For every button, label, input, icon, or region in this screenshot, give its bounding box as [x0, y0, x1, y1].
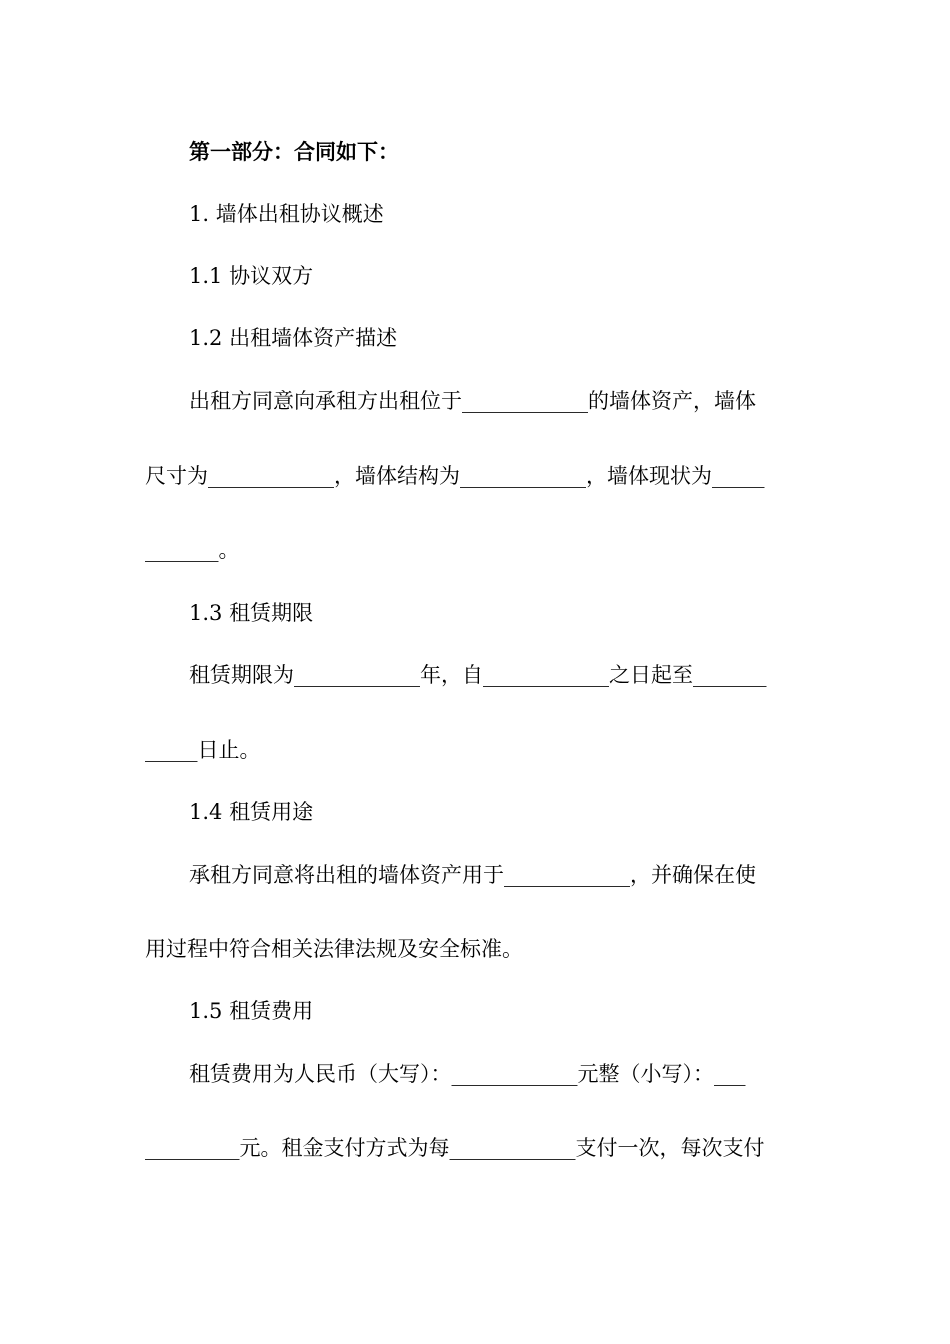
clause-title: 1.5 租赁费用: [189, 999, 314, 1023]
paragraph-line: _________元。租金支付方式为每____________支付一次，每次支付: [145, 1136, 765, 1160]
paragraph-line: 用过程中符合相关法律法规及安全标准。: [145, 937, 523, 961]
paragraph-line: 出租方同意向承租方出租位于____________的墙体资产，墙体: [189, 389, 756, 413]
clause-title: 1.3 租赁期限: [189, 601, 314, 625]
clause-title: 1.1 协议双方: [189, 264, 314, 288]
paragraph-line: _______。: [145, 538, 240, 562]
paragraph-line: _____日止。: [145, 738, 261, 762]
clause-title: 1.4 租赁用途: [189, 800, 314, 824]
paragraph-line: 尺寸为____________，墙体结构为____________，墙体现状为_____: [145, 464, 765, 488]
section-heading: 第一部分：合同如下：: [189, 139, 399, 164]
clause-title: 1.2 出租墙体资产描述: [189, 326, 398, 350]
paragraph-line: 租赁期限为____________年，自____________之日起至_______: [189, 663, 767, 687]
clause-title: 1. 墙体出租协议概述: [189, 202, 384, 226]
paragraph-line: 租赁费用为人民币（大写）：____________元整（小写）：___: [189, 1062, 746, 1086]
paragraph-line: 承租方同意将出租的墙体资产用于____________，并确保在使: [189, 863, 756, 887]
